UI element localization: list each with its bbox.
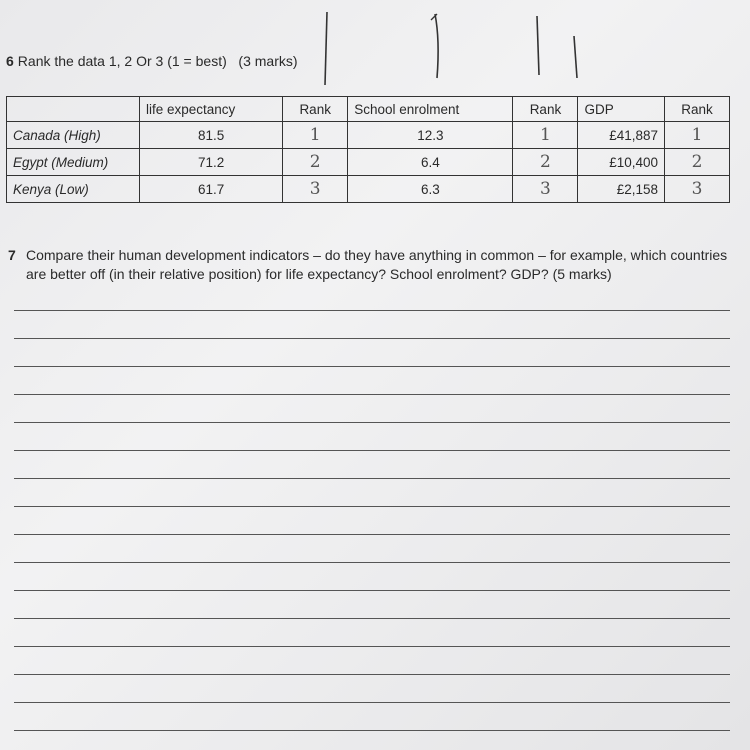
- answer-line[interactable]: [14, 618, 730, 619]
- gdp-cell: £10,400: [578, 149, 665, 176]
- question-7: [8, 246, 728, 284]
- table-header-row: [7, 97, 730, 122]
- answer-line[interactable]: [14, 310, 730, 311]
- handwritten-rank: 3: [283, 176, 348, 203]
- header-rank: Rank: [513, 97, 578, 122]
- answer-line[interactable]: [14, 366, 730, 367]
- header-life-expectancy: life expectancy: [140, 97, 283, 122]
- header-rank: Rank: [283, 97, 348, 122]
- question-7-text: Compare their human development indicators – do they have anything in common – for example, which countries are better off (in their relative position) for life expectancy? School enrolment? GDP? (5 marks): [26, 247, 728, 282]
- handwritten-rank: 3: [665, 176, 730, 203]
- header-school-enrolment: School enrolment: [348, 97, 513, 122]
- answer-line[interactable]: [14, 562, 730, 563]
- header-rank: Rank: [665, 97, 730, 122]
- header-gdp: GDP: [578, 97, 665, 122]
- country-cell: Canada (High): [7, 122, 140, 149]
- answer-line[interactable]: [14, 394, 730, 395]
- answer-line[interactable]: [14, 450, 730, 451]
- handwritten-tally-marks: [0, 0, 750, 90]
- handwritten-rank: 2: [665, 149, 730, 176]
- gdp-cell: £41,887: [578, 122, 665, 149]
- header-cell-blank: [7, 97, 140, 122]
- gdp-cell: £2,158: [578, 176, 665, 203]
- ranking-table: [6, 96, 730, 203]
- handwritten-rank: 3: [513, 176, 578, 203]
- answer-line[interactable]: [14, 478, 730, 479]
- handwritten-rank: 1: [283, 122, 348, 149]
- life-expectancy-cell: 71.2: [140, 149, 283, 176]
- answer-line[interactable]: [14, 422, 730, 423]
- table-row: [7, 176, 730, 203]
- handwritten-rank: 2: [513, 149, 578, 176]
- answer-line[interactable]: [14, 646, 730, 647]
- table-row: [7, 149, 730, 176]
- life-expectancy-cell: 61.7: [140, 176, 283, 203]
- answer-line[interactable]: [14, 730, 730, 731]
- handwritten-rank: 2: [283, 149, 348, 176]
- answer-line[interactable]: [14, 702, 730, 703]
- country-cell: Egypt (Medium): [7, 149, 140, 176]
- answer-line[interactable]: [14, 590, 730, 591]
- question-6-text: Rank the data 1, 2 Or 3 (1 = best): [17, 53, 227, 69]
- school-enrolment-cell: 12.3: [348, 122, 513, 149]
- answer-line[interactable]: [14, 534, 730, 535]
- question-7-number: 7: [8, 247, 16, 263]
- question-6-number: 6: [6, 53, 14, 69]
- table-row: [7, 122, 730, 149]
- answer-line[interactable]: [14, 338, 730, 339]
- handwritten-rank: 1: [665, 122, 730, 149]
- handwritten-rank: 1: [513, 122, 578, 149]
- school-enrolment-cell: 6.3: [348, 176, 513, 203]
- answer-line[interactable]: [14, 674, 730, 675]
- country-cell: Kenya (Low): [7, 176, 140, 203]
- question-6-marks: (3 marks): [238, 53, 298, 69]
- life-expectancy-cell: 81.5: [140, 122, 283, 149]
- school-enrolment-cell: 6.4: [348, 149, 513, 176]
- question-6: [6, 53, 298, 69]
- answer-line[interactable]: [14, 506, 730, 507]
